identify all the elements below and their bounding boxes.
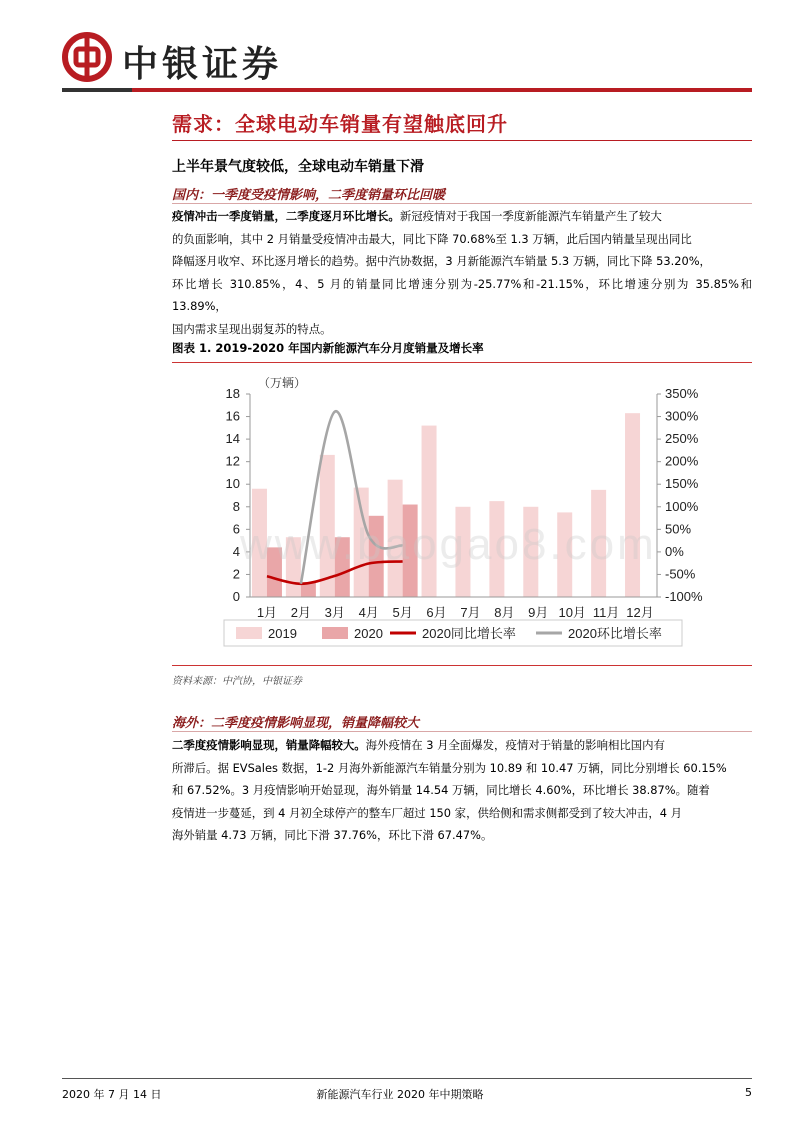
x-tick-label: 12月 [626,605,654,620]
overseas-line-2: 所滞后。据 EVSales 数据，1-2 月海外新能源汽车销量分别为 10.89 和 10.47 万辆，同比分别增长 60.15% [172,760,727,775]
y2-tick-label: 250% [665,431,699,447]
legend-label: 2020环比增长率 [568,626,662,641]
section-title: 需求：全球电动车销量有望触底回升 [172,112,508,136]
x-tick-label: 4月 [358,605,379,620]
y-tick-label: 18 [225,386,240,401]
domestic-line-2: 的负面影响，其中 2 月销量受疫情冲击最大，同比下降 70.68%至 1.3 万辆，此后国内销量呈现出同比 [172,231,692,246]
footer-rule [62,1078,752,1079]
overseas-paragraph [172,734,752,847]
y2-tick-label: 100% [665,498,699,514]
header-rule-red [132,88,752,92]
y2-tick-label: -50% [665,566,696,582]
y2-tick-label: 350% [665,386,699,401]
y-tick-label: 6 [232,521,240,537]
y-tick-label: 2 [232,566,240,582]
legend-label: 2020 [354,626,383,641]
figure-source: 资料来源：中汽协，中银证券 [172,676,302,687]
x-tick-label: 7月 [460,605,481,620]
watermark: www.baogao8.com [240,520,657,569]
x-tick-label: 9月 [528,605,549,620]
overseas-line-5: 海外销量 4.73 万辆，同比下滑 37.76%，环比下滑 67.47%。 [172,828,493,843]
y-tick-label: 0 [232,589,240,604]
x-tick-label: 8月 [494,605,515,620]
overseas-heading-rule [172,731,752,732]
subheading: 上半年景气度较低，全球电动车销量下滑 [172,159,424,175]
y2-tick-label: 50% [665,521,692,537]
domestic-line-1: 疫情冲击一季度销量，二季度逐月环比增长。新冠疫情对于我国一季度新能源汽车销量产生了较大 [172,209,662,223]
overseas-heading: 海外：二季度疫情影响显现，销量降幅较大 [172,716,420,731]
domestic-lead: 疫情冲击一季度销量，二季度逐月环比增长。 [172,209,400,223]
legend-label: 2020同比增长率 [422,626,516,641]
overseas-line-1: 二季度疫情影响显现，销量降幅较大。海外疫情在 3 月全面爆发，疫情对于销量的影响相比国内有 [172,738,665,752]
y-tick-label: 16 [225,408,240,424]
y2-tick-label: 200% [665,453,699,469]
x-tick-label: 10月 [558,605,586,620]
footer-date: 2020 年 7 月 14 日 [62,1088,162,1101]
y2-tick-label: -100% [665,589,703,604]
x-tick-label: 1月 [256,605,278,620]
y2-tick-label: 150% [665,476,699,492]
overseas-line-4: 疫情进一步蔓延，到 4 月初全球停产的整车厂超过 150 家，供给侧和需求侧都受到了较大冲击，4 月 [172,805,682,820]
y2-tick-label: 300% [665,408,699,424]
figure-title: 图表 1. 2019-2020 年国内新能源汽车分月度销量及增长率 [172,341,484,355]
y2-tick-label: 0% [665,543,684,559]
domestic-line-4: 环比增长 310.85%，4、5 月的销量同比增速分别为-25.77%和-21.15%，环比增速分别为 35.85%和 13.89%， [172,276,752,314]
sales-chart [172,368,752,664]
footer-title: 新能源汽车行业 2020 年中期策略 [316,1088,484,1101]
overseas-lead: 二季度疫情影响显现，销量降幅较大。 [172,738,366,752]
y-tick-label: 14 [225,431,240,447]
domestic-line-3: 降幅逐月收窄、环比逐月增长的趋势。据中汽协数据，3 月新能源汽车销量 5.3 万辆，同比下降 53.20%， [172,254,711,269]
domestic-paragraph [172,205,752,341]
figure-rule-bottom [172,665,752,666]
y-axis-unit-label: （万辆） [258,376,307,390]
legend-swatch [322,627,348,639]
brand-name: 中银证券 [122,43,283,85]
figure-rule-top [172,362,752,363]
page-number: 5 [745,1086,752,1099]
legend-label: 2019 [268,626,297,641]
domestic-heading-rule [172,203,752,204]
x-tick-label: 3月 [324,605,345,620]
domestic-line-5: 国内需求呈现出弱复苏的特点。 [172,321,332,336]
y-tick-label: 10 [225,476,240,492]
bar-2019 [422,426,437,597]
page-header [62,30,752,90]
bank-of-china-logo [62,32,112,82]
y-tick-label: 12 [225,453,240,469]
x-tick-label: 6月 [426,605,447,620]
header-rule-dark [62,88,132,92]
y-tick-label: 4 [232,543,240,559]
y-tick-label: 8 [232,498,240,514]
domestic-heading: 国内：一季度受疫情影响，二季度销量环比回暖 [172,188,446,203]
overseas-line-3: 和 67.52%。3 月疫情影响开始显现，海外销量 14.54 万辆，同比增长 4.60%，环比增长 38.87%。随着 [172,783,710,798]
legend-swatch [236,627,262,639]
x-tick-label: 11月 [592,605,620,620]
x-tick-label: 5月 [392,605,413,620]
x-tick-label: 2月 [290,605,311,620]
section-rule [172,140,752,141]
